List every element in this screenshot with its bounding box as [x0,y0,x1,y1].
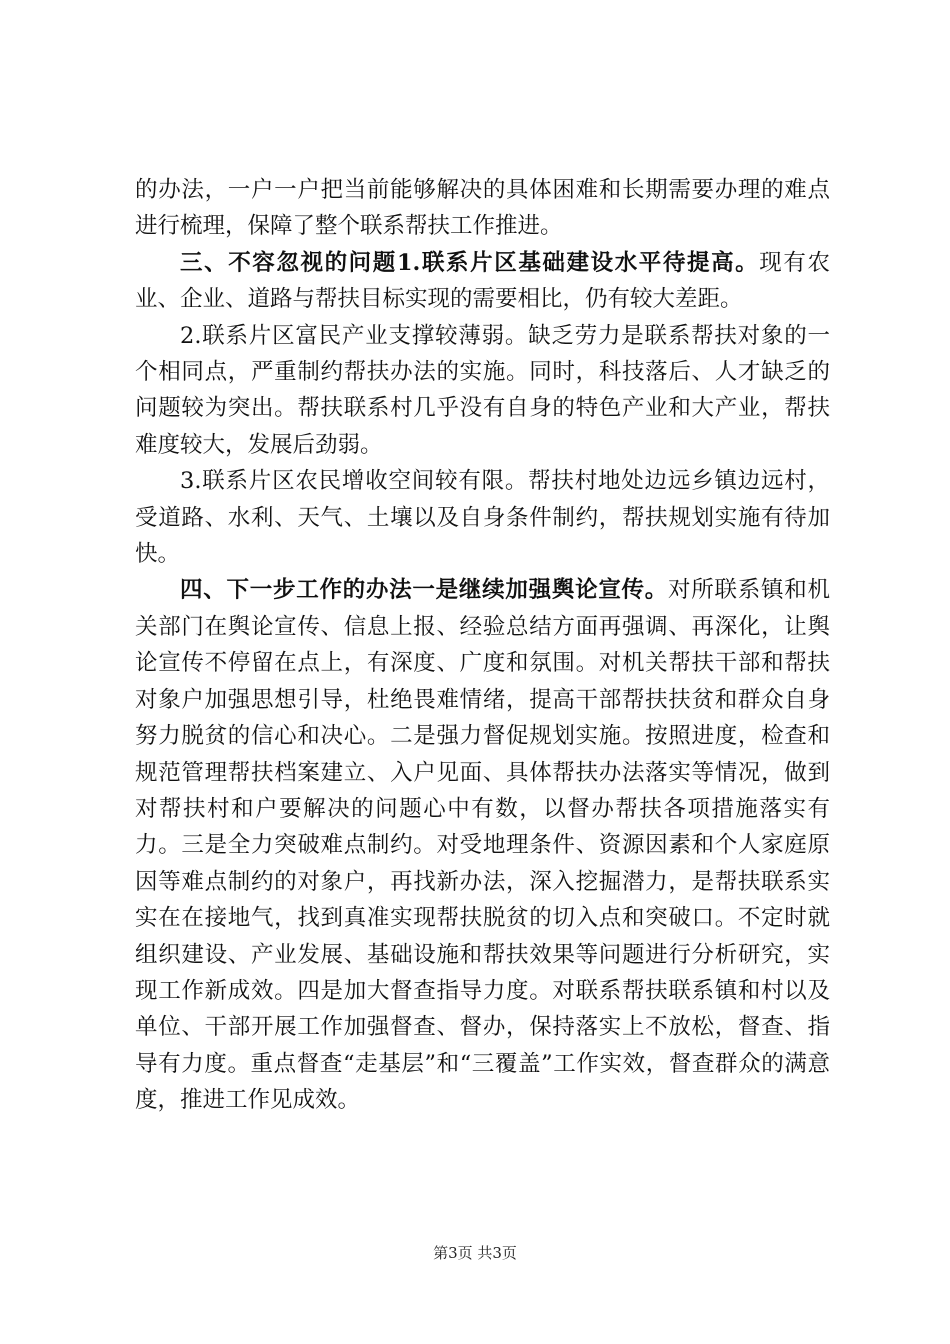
page-number-label: 第3页 共3页 [433,1244,517,1262]
document-body [135,172,830,1119]
paragraph-section-four [135,572,830,1118]
paragraph-text: 对所联系镇和机关部门在舆论宣传、信息上报、经验总结方面再强调、再深化，让舆论宣传不停留在点上，有深度、广度和氛围。对机关帮扶干部和帮扶对象户加强思想引导，杜绝畏难情绪，提高干部帮扶扶贫和群众自身努力脱贫的信心和决心。二是强力督促规划实施。按照进度，检查和规范管理帮扶档案建立、入户见面、具体帮扶办法落实等情况，做到对帮扶村和户要解决的问题心中有数，以督办帮扶各项措施落实有力。三是全力突破难点制约。对受地理条件、资源因素和个人家庭原因等难点制约的对象户，再找新办法，深入挖掘潜力，是帮扶联系实实在在接地气，找到真准实现帮扶脱贫的切入点和突破口。不定时就组织建设、产业发展、基础设施和帮扶效果等问题进行分析研究，实现工作新成效。四是加大督查指导力度。对联系帮扶联系镇和村以及单位、干部开展工作加强督查、督办，保持落实上不放松，督查、指导有力度。重点督查“走基层”和“三覆盖”工作实效，督查群众的满意度，推进工作见成效。 [135,577,830,1114]
paragraph-text: 3.联系片区农民增收空间较有限。帮扶村地处边远乡镇边远村，受道路、水利、天气、土壤以及自身条件制约，帮扶规划实施有待加快。 [135,468,830,568]
paragraph-item-three [135,463,830,572]
paragraph-section-three [135,245,830,318]
paragraph-text: 的办法，一户一户把当前能够解决的具体困难和长期需要办理的难点进行梳理，保障了整个联系帮扶工作推进。 [135,177,830,240]
page-footer [0,1243,950,1263]
paragraph-continuation [135,172,830,245]
paragraph-item-two [135,318,830,464]
section-heading: 三、不容忽视的问题1.联系片区基础建设水平待提高。 [180,249,760,276]
paragraph-text: 2.联系片区富民产业支撑较薄弱。缺乏劳力是联系帮扶对象的一个相同点，严重制约帮扶办法的实施。同时，科技落后、人才缺乏的问题较为突出。帮扶联系村几乎没有自身的特色产业和大产业，帮扶难度较大，发展后劲弱。 [135,322,830,458]
paragraph-text: 现有农业、企业、道路与帮扶目标实现的需要相比，仍有较大差距。 [135,249,830,313]
section-heading: 四、下一步工作的办法一是继续加强舆论宣传。 [180,577,669,604]
